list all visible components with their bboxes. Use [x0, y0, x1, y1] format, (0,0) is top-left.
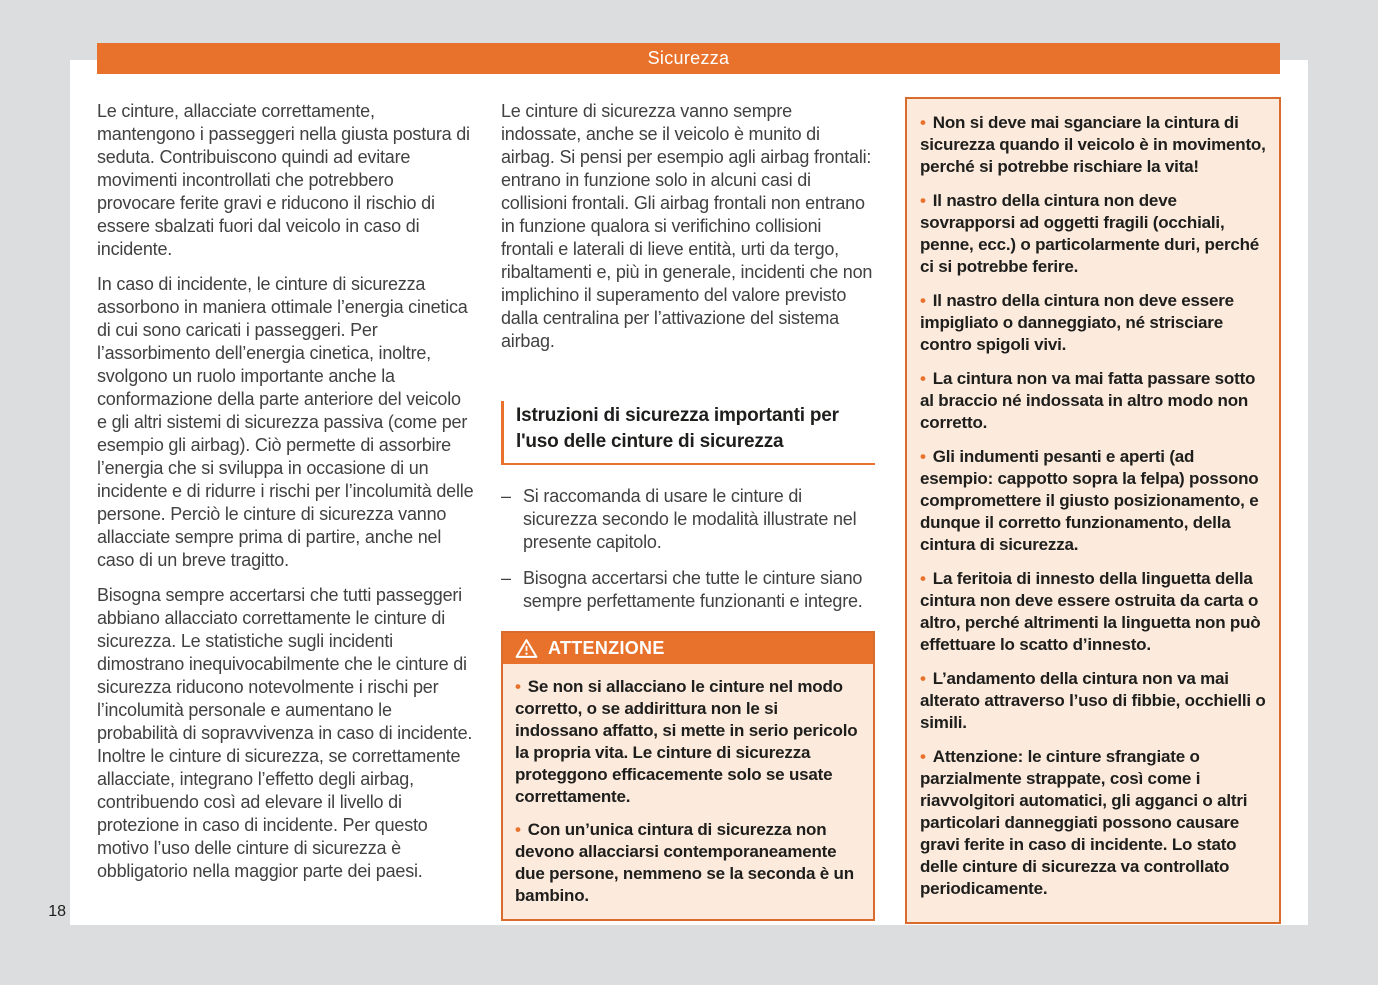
warning-item	[920, 668, 1266, 734]
paragraph: In caso di incidente, le cinture di sicurezza assorbono in maniera ottimale l’energia cinetica di cui sono caricati i passeggeri. Per l’assorbimento dell’energia cinetica, inoltre, svolgono un ruolo importante anche la conformazione della parte anteriore del veicolo e gli altri sistemi di sicurezza passiva (come per esempio gli airbag). Ciò permette di assorbire l’energia che si sviluppa in occasione di un incidente e di ridurre i rischi per l’incolumità delle persone. Perciò le cinture di sicurezza vanno allacciate sempre prima di partire, anche nel caso di un breve tragitto.	[97, 274, 474, 570]
warning-item-text: Il nastro della cintura non deve sovrapporsi ad oggetti fragili (occhiali, penne, ecc.) o particolarmente duri, perché ci si potrebbe ferire.	[920, 191, 1260, 276]
bullet-marker: •	[515, 820, 521, 839]
section-heading: Istruzioni di sicurezza importanti per l'uso delle cinture di sicurezza	[501, 401, 875, 465]
warning-item-text: Se non si allacciano le cinture nel modo corretto, o se addirittura non le si indossano affatto, si mette in serio pericolo la propria vita. Le cinture di sicurezza proteggono efficacemente solo se usate correttamente.	[515, 677, 858, 806]
bullet-marker: •	[920, 747, 926, 766]
dash-marker: –	[501, 568, 511, 588]
warning-triangle-icon	[515, 638, 538, 659]
instruction-list	[501, 485, 875, 613]
chapter-title: Sicurezza	[647, 48, 730, 68]
attention-box-header	[503, 633, 873, 664]
bullet-marker: •	[920, 191, 926, 210]
warning-item-text: Il nastro della cintura non deve essere impigliato o danneggiato, né strisciare contro spigoli vivi.	[920, 291, 1234, 354]
bullet-marker: •	[920, 447, 926, 466]
warning-item	[515, 676, 861, 808]
list-item	[501, 485, 875, 554]
warning-item	[920, 190, 1266, 278]
page-number: 18	[48, 903, 66, 920]
warning-item-text: L’andamento della cintura non va mai alterato attraverso l’uso di fibbie, occhielli o simili.	[920, 669, 1266, 732]
warning-item	[920, 112, 1266, 178]
bullet-marker: •	[515, 677, 521, 696]
paragraph: Bisogna sempre accertarsi che tutti passeggeri abbiano allacciato correttamente le cinture di sicurezza. Le statistiche sugli incidenti dimostrano inequivocabilmente che le cinture di sicurezza riducono notevolmente i rischi per l’incolumità personale e aumentano le probabilità di sopravvivenza in caso di incidente. Inoltre le cinture di sicurezza, se correttamente allacciate, integrano l’effetto degli airbag, contribuendo così ad elevare il livello di protezione in caso di incidente. Per questo motivo l’uso delle cinture di sicurezza è obbligatorio nella maggior parte dei paesi.	[97, 585, 473, 881]
warning-item	[515, 819, 861, 907]
bullet-marker: •	[920, 569, 926, 588]
attention-box-body	[503, 664, 873, 919]
warning-item	[920, 746, 1266, 900]
bullet-marker: •	[920, 669, 926, 688]
safety-notes-box	[905, 97, 1281, 924]
bullet-marker: •	[920, 369, 926, 388]
warning-item-text: Attenzione: le cinture sfrangiate o parzialmente strappate, così come i riavvolgitori automatici, gli agganci o altri particolari danneggiati possono causare gravi ferite in caso di incidente. Lo stato delle cinture di sicurezza va controllato periodicamente.	[920, 747, 1248, 898]
bullet-marker: •	[920, 291, 926, 310]
warning-item	[920, 446, 1266, 556]
chapter-header-bar	[97, 43, 1280, 74]
column-1	[97, 100, 475, 895]
warning-item-text: Con un’unica cintura di sicurezza non devono allacciarsi contemporaneamente due persone, nemmeno se la seconda è un bambino.	[515, 820, 854, 905]
attention-box-title: ATTENZIONE	[548, 638, 665, 658]
paragraph: Le cinture, allacciate correttamente, mantengono i passeggeri nella giusta postura di seduta. Contribuiscono quindi ad evitare movimenti incontrollati che potrebbero provocare ferite gravi e riducono il rischio di essere sbalzati fuori dal veicolo in caso di incidente.	[97, 101, 470, 259]
warning-item-text: Non si deve mai sganciare la cintura di sicurezza quando il veicolo è in movimento, perché si potrebbe rischiare la vita!	[920, 113, 1266, 176]
warning-item	[920, 368, 1266, 434]
list-item	[501, 567, 875, 613]
list-item-text: Bisogna accertarsi che tutte le cinture siano sempre perfettamente funzionanti e integre.	[523, 568, 863, 611]
attention-box	[501, 631, 875, 921]
paragraph: Le cinture di sicurezza vanno sempre indossate, anche se il veicolo è munito di airbag. Si pensi per esempio agli airbag frontali: entrano in funzione solo in alcuni casi di collisioni frontali. Gli airbag frontali non entrano in funzione qualora si verifichino collisioni frontali e laterali di lieve entità, urti da tergo, ribaltamenti e, più in generale, incidenti che non implichino il superamento del valore previsto dalla centralina per l’attivazione del sistema airbag.	[501, 101, 873, 351]
warning-item	[920, 568, 1266, 656]
warning-item-text: Gli indumenti pesanti e aperti (ad esempio: cappotto sopra la felpa) possono compromettere il giusto posizionamento, e dunque il corretto funzionamento, della cintura di sicurezza.	[920, 447, 1259, 554]
list-item-text: Si raccomanda di usare le cinture di sicurezza secondo le modalità illustrate nel presente capitolo.	[523, 486, 857, 552]
dash-marker: –	[501, 486, 511, 506]
column-2	[501, 100, 875, 921]
warning-item-text: La cintura non va mai fatta passare sotto al braccio né indossata in altro modo non corretto.	[920, 369, 1256, 432]
warning-item	[920, 290, 1266, 356]
bullet-marker: •	[920, 113, 926, 132]
warning-item-text: La feritoia di innesto della linguetta della cintura non deve essere ostruita da carta o altro, perché altrimenti la linguetta non può effettuare lo scatto d’innesto.	[920, 569, 1261, 654]
